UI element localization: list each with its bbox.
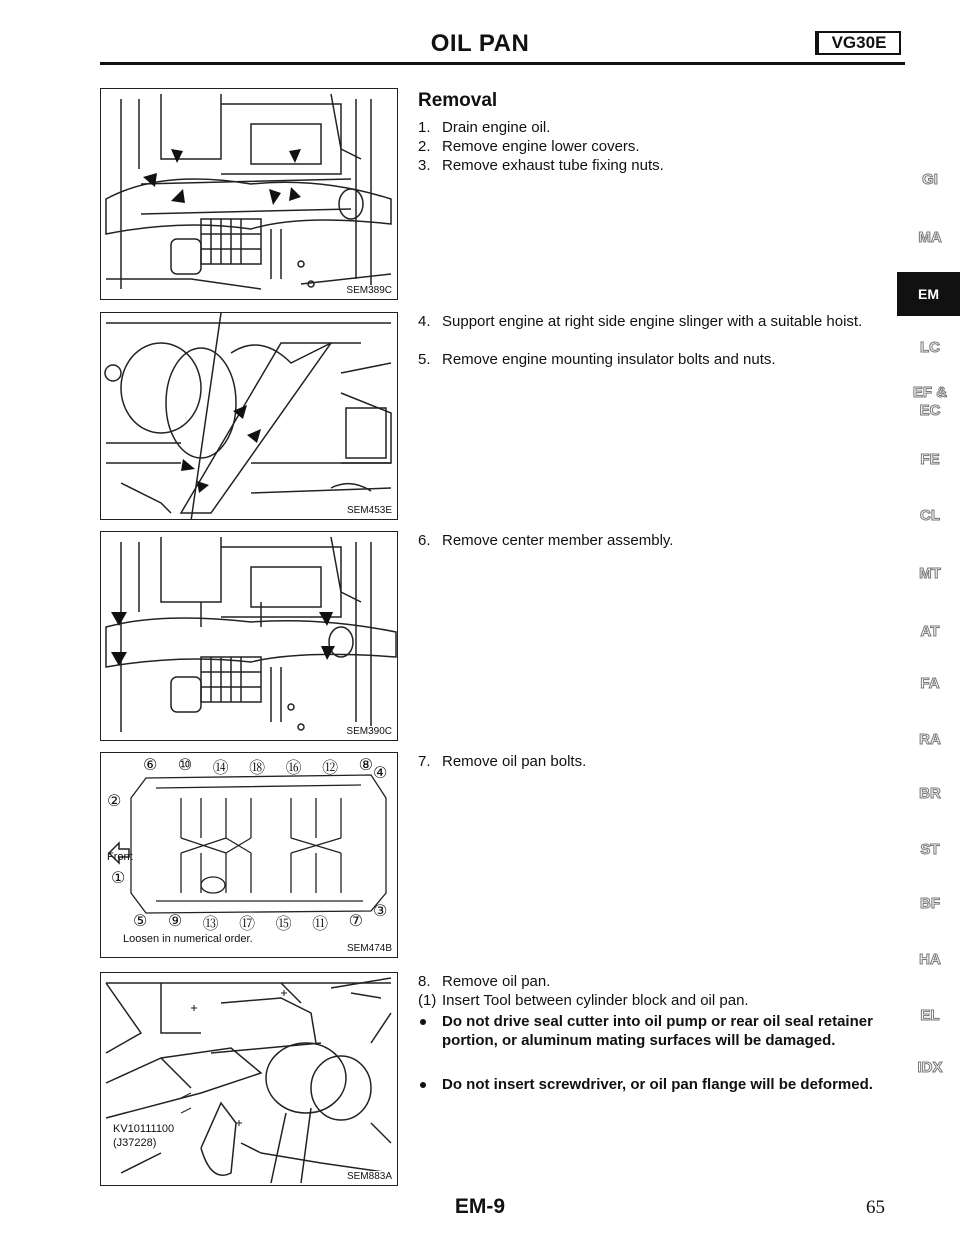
side-tab-at[interactable]: AT bbox=[920, 623, 940, 640]
side-tab-el[interactable]: EL bbox=[920, 1007, 940, 1024]
step-7: 7. Remove oil pan bolts. bbox=[418, 753, 587, 770]
side-tab-mt[interactable]: MT bbox=[919, 565, 941, 582]
step-2: 2. Remove engine lower covers. bbox=[418, 138, 640, 155]
front-label: Front bbox=[107, 851, 133, 863]
bolt-number: ⑤ bbox=[133, 913, 148, 930]
bolt-number: ⑪ bbox=[312, 916, 329, 933]
bolt-number: ⑱ bbox=[249, 760, 266, 777]
step-5: 5. Remove engine mounting insulator bolts and nuts. bbox=[418, 351, 776, 368]
seal-cutter-illustration bbox=[101, 973, 398, 1186]
side-tab-gi[interactable]: GI bbox=[922, 171, 938, 188]
tool-alt-number: (J37228) bbox=[113, 1137, 157, 1149]
side-tab-fe[interactable]: FE bbox=[920, 451, 940, 468]
top-bolt-numbers bbox=[143, 755, 373, 778]
engine-badge: VG30E bbox=[815, 31, 901, 55]
center-member-illustration bbox=[101, 532, 398, 741]
step-4: 4. Support engine at right side engine slinger with a suitable hoist. bbox=[418, 313, 863, 330]
page-number: 65 bbox=[866, 1197, 885, 1218]
bolt-number: ⑫ bbox=[322, 760, 339, 777]
step-8: 8. Remove oil pan. bbox=[418, 973, 551, 990]
figure-caption: Loosen in numerical order. bbox=[123, 933, 253, 945]
side-tab-ma[interactable]: MA bbox=[918, 229, 942, 246]
bolt-number: ⑥ bbox=[143, 757, 158, 774]
bolt-number: ⑰ bbox=[239, 916, 256, 933]
bottom-bolt-numbers bbox=[133, 911, 363, 934]
bolt-number: ② bbox=[107, 793, 122, 810]
figure-exhaust-nuts bbox=[100, 88, 398, 300]
figure-code: SEM453E bbox=[346, 505, 392, 516]
side-tab-br[interactable]: BR bbox=[919, 785, 941, 802]
bolt-number: ① bbox=[111, 870, 126, 887]
bolt-number: ⑭ bbox=[212, 760, 229, 777]
side-tab-lc[interactable]: LC bbox=[920, 339, 940, 356]
step-6: 6. Remove center member assembly. bbox=[418, 532, 674, 549]
engine-mount-illustration bbox=[101, 313, 398, 520]
bullet-icon bbox=[420, 1082, 426, 1088]
figure-mounting-insulator bbox=[100, 312, 398, 520]
bolt-number: ⑩ bbox=[177, 757, 193, 774]
side-tab-ef[interactable]: EF & bbox=[912, 384, 948, 401]
figure-code: SEM389C bbox=[346, 285, 392, 296]
side-tab-ra[interactable]: RA bbox=[919, 731, 941, 748]
side-tab-ha[interactable]: HA bbox=[919, 951, 941, 968]
step-8-1: (1) Insert Tool between cylinder block and oil pan. bbox=[418, 992, 749, 1009]
bolt-number: ⑯ bbox=[285, 760, 302, 777]
figure-center-member bbox=[100, 531, 398, 741]
side-tab-idx[interactable]: IDX bbox=[917, 1059, 943, 1076]
bolt-number: ⑧ bbox=[358, 757, 373, 774]
figure-code: SEM474B bbox=[346, 943, 392, 954]
figure-seal-cutter bbox=[100, 972, 398, 1186]
side-tab-cl[interactable]: CL bbox=[920, 507, 940, 524]
bolt-number: ⑬ bbox=[202, 916, 219, 933]
page-title: OIL PAN bbox=[430, 30, 530, 57]
bolt-number: ⑨ bbox=[167, 913, 183, 930]
tool-number: KV10111100 bbox=[113, 1123, 175, 1135]
section-page-code: EM-9 bbox=[454, 1195, 506, 1218]
figure-code: SEM883A bbox=[346, 1171, 392, 1182]
step-1: 1. Drain engine oil. bbox=[418, 119, 551, 136]
bolt-number: ④ bbox=[373, 765, 388, 782]
side-tab-fa[interactable]: FA bbox=[920, 675, 940, 692]
figure-code: SEM390C bbox=[346, 726, 392, 737]
engine-underside-illustration bbox=[101, 89, 398, 300]
side-tab-ec[interactable]: EC bbox=[919, 402, 941, 419]
header-rule bbox=[100, 62, 905, 65]
side-tab-st[interactable]: ST bbox=[920, 841, 940, 858]
figure-bolt-sequence bbox=[100, 752, 398, 958]
side-tab-bf[interactable]: BF bbox=[920, 895, 940, 912]
section-title: Removal bbox=[418, 90, 498, 111]
bolt-number: ⑮ bbox=[275, 916, 292, 933]
side-tab-em[interactable]: EM bbox=[897, 272, 960, 316]
bullet-icon bbox=[420, 1019, 426, 1025]
step-3: 3. Remove exhaust tube fixing nuts. bbox=[418, 157, 664, 174]
bolt-number: ⑦ bbox=[348, 913, 363, 930]
bolt-number: ③ bbox=[373, 903, 388, 920]
